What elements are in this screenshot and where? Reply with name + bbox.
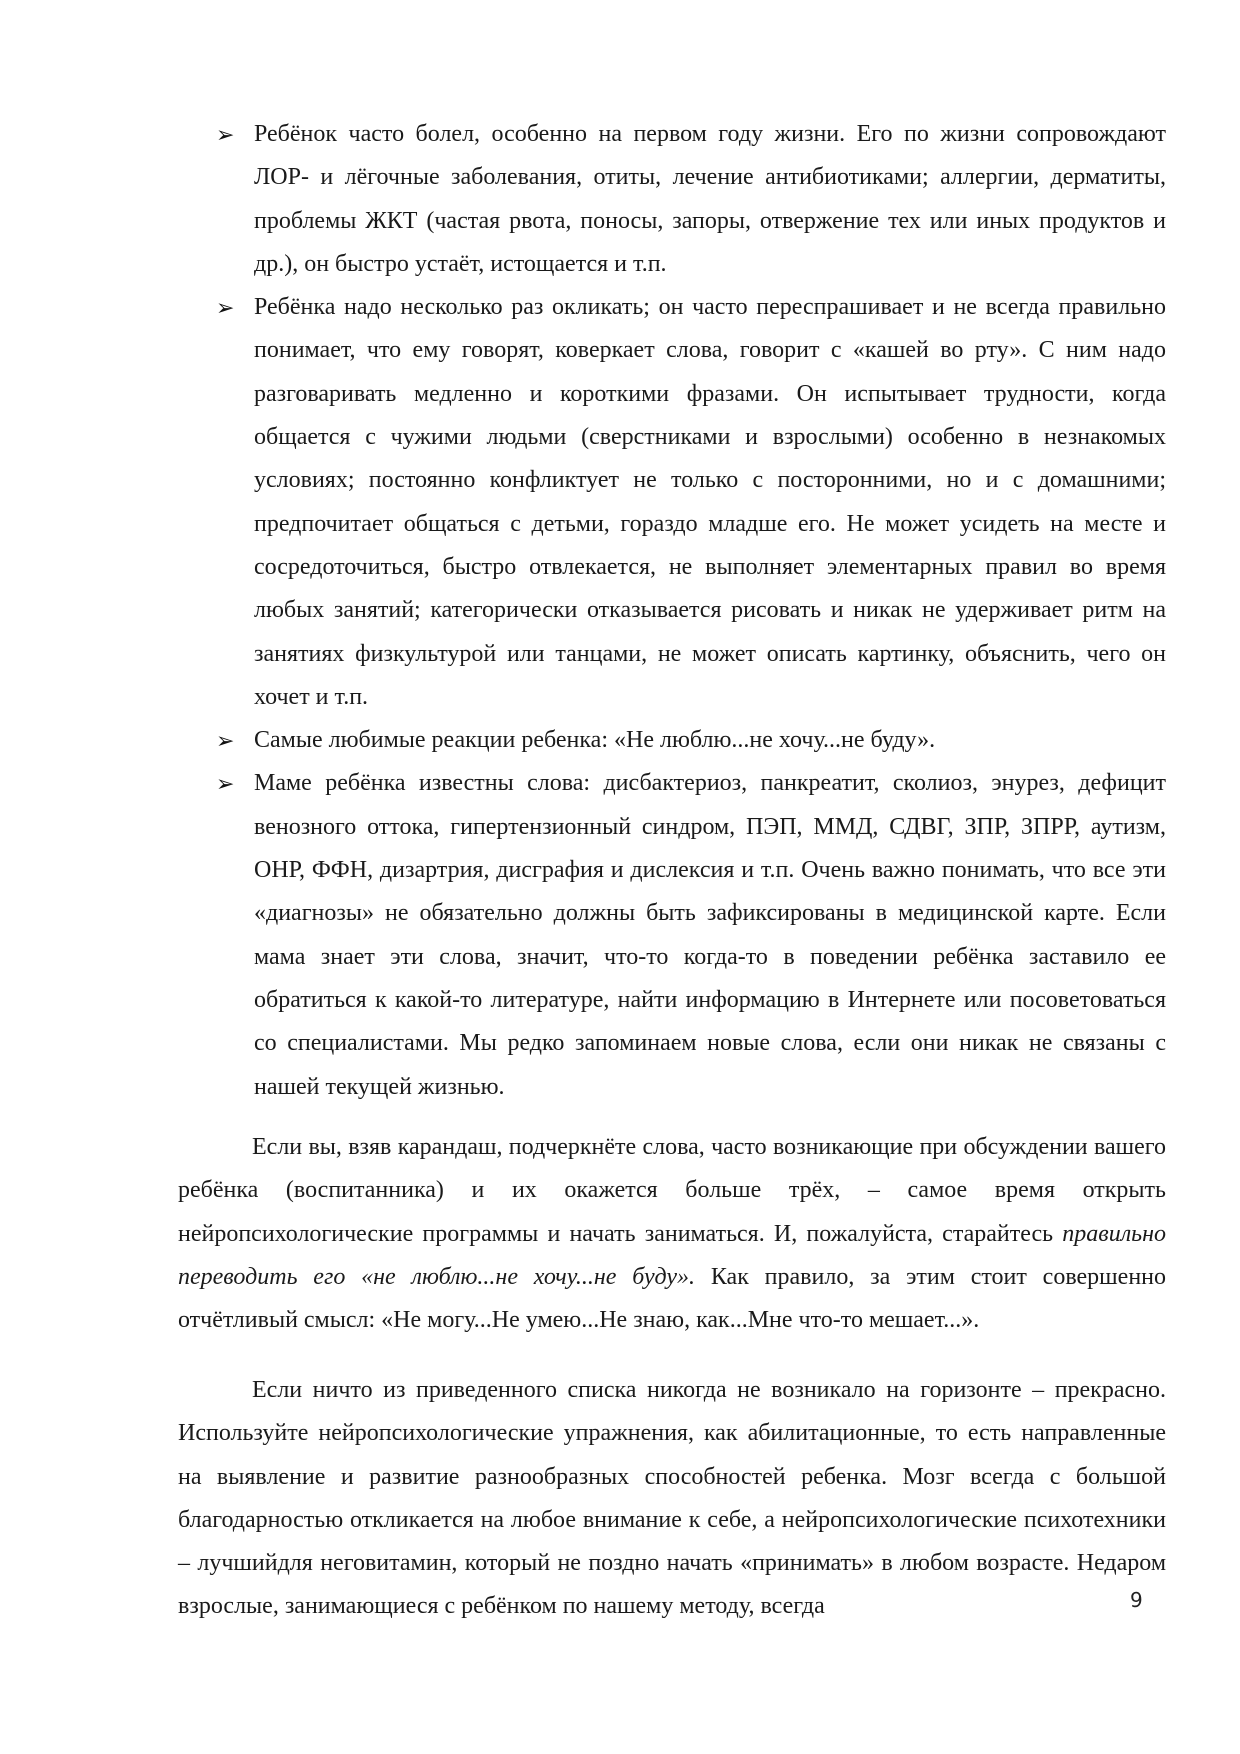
arrowhead-bullet-icon: ➢: [216, 771, 235, 797]
list-item: [216, 113, 1166, 286]
list-item-text: Самые любимые реакции ребенка: «Не люблю...не хочу...не буду».: [254, 727, 936, 754]
italic-phrase: правильно переводить его «не люблю...не хочу...не буду».: [178, 1220, 1166, 1290]
paragraph-underline-words: [178, 1126, 1166, 1342]
list-item: [216, 286, 1166, 719]
paragraph-text: Если вы, взяв карандаш, подчеркнёте слова, часто возникающие при обсуждении вашего ребёнка (воспитанника) и их окажется больше трёх, – самое время открыть нейропсихологические программы и начать заниматься. И, пожалуйста, старайтесь: [178, 1134, 1166, 1247]
list-item: [216, 719, 1166, 762]
arrowhead-bullet-icon: ➢: [216, 728, 235, 754]
arrowhead-bullet-icon: ➢: [216, 122, 235, 147]
list-item-text: Ребёнок часто болел, особенно на первом году жизни. Его по жизни сопровождают ЛОР- и лёгочные заболевания, отиты, лечение антибиотиками; аллергии, дерматиты, проблемы ЖКТ (частая рвота, поносы, запоры, отвержение тех или иных продуктов и др.), он быстро устаёт, истощается и т.п.: [254, 121, 1166, 277]
list-item-text: Маме ребёнка известны слова: дисбактериоз, панкреатит, сколиоз, энурез, дефицит венозного оттока, гипертензионный синдром, ПЭП, ММД, СДВГ, ЗПР, ЗПРР, аутизм, ОНР, ФФН, дизартрия, дисграфия и дислексия и т.п. Очень важно понимать, что все эти «диагнозы» не обязательно должны быть зафиксированы в медицинской карте. Если мама знает эти слова, значит, что-то когда-то в поведении ребёнка заставило ее обратиться к какой-то литературе, найти информацию в Интернете или посоветоваться со специалистами. Мы редко запоминаем новые слова, если они никак не связаны с нашей текущей жизнью.: [254, 770, 1166, 1100]
list-item: [216, 762, 1166, 1108]
list-item-text: Ребёнка надо несколько раз окликать; он часто переспрашивает и не всегда правильно понимает, что ему говорят, коверкает слова, говорит с «кашей во рту». С ним надо разговаривать медленно и короткими фразами. Он испытывает трудности, когда общается с чужими людьми (сверстниками и взрослыми) особенно в незнакомых условиях; постоянно конфликтует не только с посторонними, но и с домашними; предпочитает общаться с детьми, гораздо младше его. Не может усидеть на месте и сосредоточиться, быстро отвлекается, не выполняет элементарных правил во время любых занятий; категорически отказывается рисовать и никак не удерживает ритм на занятиях физкультурой или танцами, не может описать картинку, объяснить, чего он хочет и т.п.: [254, 294, 1166, 710]
paragraph-abilitation: Если ничто из приведенного списка никогда не возникало на горизонте – прекрасно. Используйте нейропсихологические упражнения, как абилитационные, то есть направленные на выявление и развитие разнообразных способностей ребенка. Мозг всегда с большой благодарностью откликается на любое внимание к себе, а нейропсихологические психотехники – лучшийдля неговитамин, который не поздно начать «принимать» в любом возрасте. Недаром взрослые, занимающиеся с ребёнком по нашему методу, всегда: [178, 1377, 1166, 1620]
paragraph-text: Как правило, за этим стоит совершенно отчётливый смысл: «Не могу...Не умею...Не знаю, как...Мне что-то мешает...».: [178, 1263, 1167, 1334]
page-number: 9: [1130, 1588, 1143, 1612]
arrowhead-bullet-icon: ➢: [216, 295, 235, 321]
bullet-list: [216, 113, 1166, 1109]
